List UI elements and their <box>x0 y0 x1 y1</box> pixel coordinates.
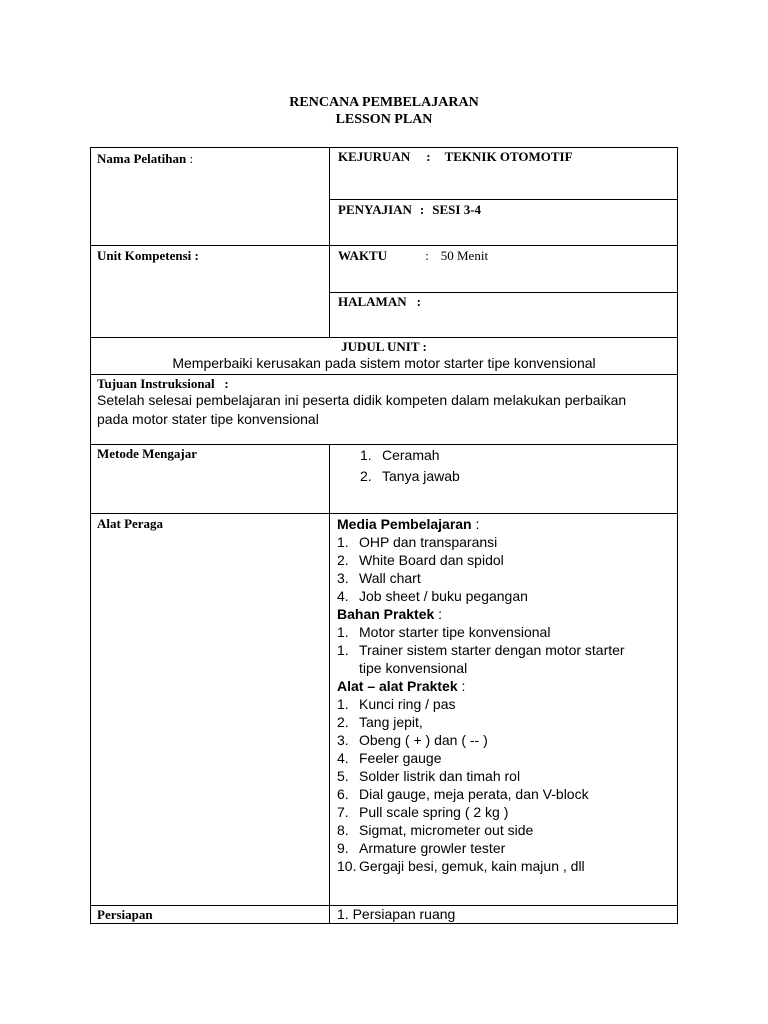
halaman-field: HALAMAN : <box>338 294 421 309</box>
alat-heading: Alat – alat Praktek : <box>337 678 466 694</box>
list-item: 3. Obeng ( + ) dan ( -- ) <box>337 732 488 748</box>
persiapan-label: Persiapan <box>97 907 153 922</box>
document-subtitle: LESSON PLAN <box>335 112 433 127</box>
judul-unit-value: Memperbaiki kerusakan pada sistem motor starter tipe konvensional <box>172 355 596 371</box>
lesson-plan-table: Nama Pelatihan : KEJURUAN : TEKNIK OTOMOTIF PENYAJIAN : SESI 3-4 Unit Kompetensi : WAKTU : 50 Menit HALAMAN : JUDUL UNIT : Memperbaiki kerusakan pada sistem motor starter tipe konvensional Tujuan Instruksional : Setelah selesai pembelajaran ini peserta didik kompeten dalam melakukan perbaikan pada motor stater tipe konvensional Metode Mengajar 1. Ceramah 2. Tanya jawab Alat Peraga Media Pembelajaran : 1. OHP dan transparansi 2. White Board dan spidol 3. Wall chart 4. Job sheet / buku pegangan Bahan Praktek : 1. Motor starter tipe konvensional 1. Trainer sistem starter dengan motor starter tipe konvensional Alat – alat Praktek : 1. Kunci ring / pas 2. Tang jepit, 3. Obeng ( + ) dan ( -- ) 4. Feeler gauge 5. Solder listrik dan timah rol 6. Dial gauge, meja perata, dan V-block 7. Pull scale spring ( 2 kg ) 8. Sigmat, micrometer out side 9. Armature growler tester 10. Gergaji besi, gemuk, kain majun , dll Persiapan 1. Persiapan ruang <box>90 147 678 924</box>
media-heading: Media Pembelajaran : <box>337 516 480 532</box>
list-item: tipe konvensional <box>359 660 468 676</box>
list-item: 1. Motor starter tipe konvensional <box>337 624 551 640</box>
document-title: RENCANA PEMBELAJARAN <box>289 95 479 110</box>
penyajian-field: PENYAJIAN : SESI 3-4 <box>338 202 482 217</box>
kejuruan-field: KEJURUAN : TEKNIK OTOMOTIF <box>338 149 573 164</box>
waktu-field: WAKTU : 50 Menit <box>338 248 489 263</box>
bahan-heading: Bahan Praktek : <box>337 606 443 622</box>
list-item: 9. Armature growler tester <box>337 840 506 856</box>
metode-label: Metode Mengajar <box>97 446 197 461</box>
list-item: 1. OHP dan transparansi <box>337 534 498 550</box>
alat-peraga-list <box>337 515 625 875</box>
tujuan-label: Tujuan Instruksional : <box>97 376 229 391</box>
list-item: 2. Tang jepit, <box>337 714 423 730</box>
tujuan-line-2: pada motor stater tipe konvensional <box>97 411 319 427</box>
judul-unit-label: JUDUL UNIT : <box>341 339 427 354</box>
nama-pelatihan-label: Nama Pelatihan : <box>97 151 194 166</box>
tujuan-line-1: Setelah selesai pembelajaran ini peserta didik kompeten dalam melakukan perbaikan <box>97 392 627 408</box>
list-item: 6. Dial gauge, meja perata, dan V-block <box>337 786 589 802</box>
list-item: 10. Gergaji besi, gemuk, kain majun , dll <box>337 858 585 874</box>
list-item: 2. White Board dan spidol <box>337 552 504 568</box>
list-item: 3. Wall chart <box>337 570 421 586</box>
list-item: 1. Kunci ring / pas <box>337 696 456 712</box>
list-item: 1. Trainer sistem starter dengan motor starter <box>337 642 625 658</box>
alat-peraga-label: Alat Peraga <box>97 516 164 531</box>
list-item: 4. Feeler gauge <box>337 750 442 766</box>
persiapan-item: 1. Persiapan ruang <box>337 906 456 922</box>
list-item: 7. Pull scale spring ( 2 kg ) <box>337 804 509 820</box>
list-item: 4. Job sheet / buku pegangan <box>337 588 528 604</box>
list-item: 5. Solder listrik dan timah rol <box>337 768 521 784</box>
unit-kompetensi-label: Unit Kompetensi : <box>97 248 199 263</box>
list-item: 8. Sigmat, micrometer out side <box>337 822 534 838</box>
